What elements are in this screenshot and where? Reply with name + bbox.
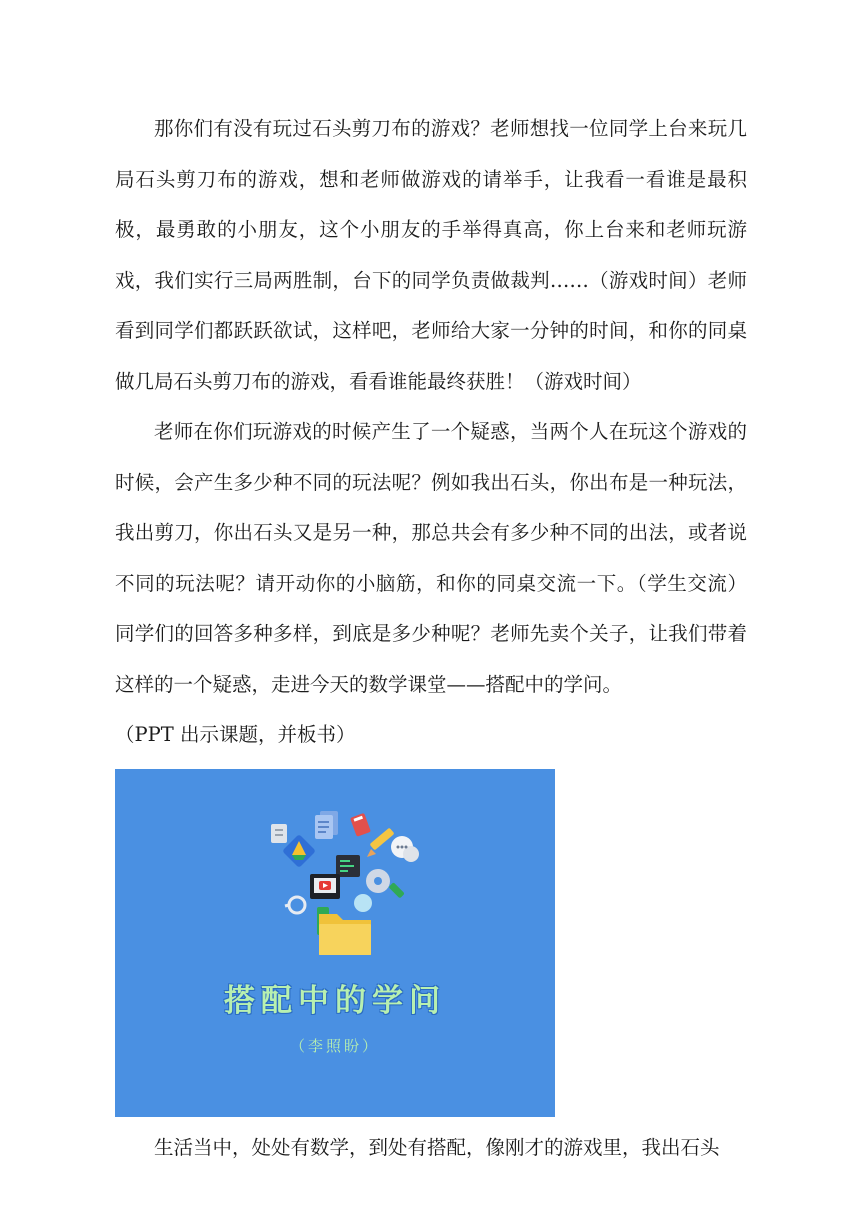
- slide-title: 搭配中的学问: [224, 982, 446, 1019]
- paragraph-game-intro: 那你们有没有玩过石头剪刀布的游戏？老师想找一位同学上台来玩几局石头剪刀布的游戏，想和老师做游戏的请举手，让我看一看谁是最积极，最勇敢的小朋友，这个小朋友的手举得真高，你上台来和老师玩游戏，我们实行三局两胜制，台下的同学负责做裁判……（游戏时间）老师看到同学们都跃跃欲试，这样吧，老师给大家一分钟的时间，和你的同桌做几局石头剪刀布的游戏，看看谁能最终获胜！（游戏时间）: [115, 117, 747, 393]
- drive-icon: [282, 834, 316, 868]
- slide-author: （李照盼）: [289, 1036, 380, 1055]
- document-icon: [271, 824, 287, 843]
- document-page: [115, 104, 747, 1173]
- book-icon: [350, 812, 371, 836]
- magnifier-icon: [285, 897, 305, 913]
- files-icon: [315, 811, 338, 839]
- ppt-title-slide: [115, 769, 555, 1117]
- pencil-icon: [367, 827, 395, 856]
- paragraph-question: 老师在你们玩游戏的时候产生了一个疑惑，当两个人在玩这个游戏的时候，会产生多少种不同的玩法呢？例如我出石头，你出布是一种玩法，我出剪刀，你出石头又是另一种，那总共会有多少种不同的出法，或者说不同的玩法呢？请开动你的小脑筋，和你的同桌交流一下。（学生交流）同学们的回答多种多样，到底是多少种呢？老师先卖个关子，让我们带着这样的一个疑惑，走进今天的数学课堂——搭配中的学问。: [115, 420, 747, 696]
- slide-illustration: [115, 769, 555, 1117]
- terminal-icon: [336, 855, 360, 877]
- chat-bubble-icon: [391, 836, 419, 862]
- paragraph-ppt-note: （PPT 出示课题，并板书）: [115, 723, 356, 746]
- disc-icon: [366, 869, 405, 898]
- folder-icon: [319, 914, 371, 955]
- video-player-icon: [310, 874, 340, 899]
- paragraph-after-slide: 生活当中，处处有数学，到处有搭配，像刚才的游戏里，我出石头: [154, 1135, 720, 1159]
